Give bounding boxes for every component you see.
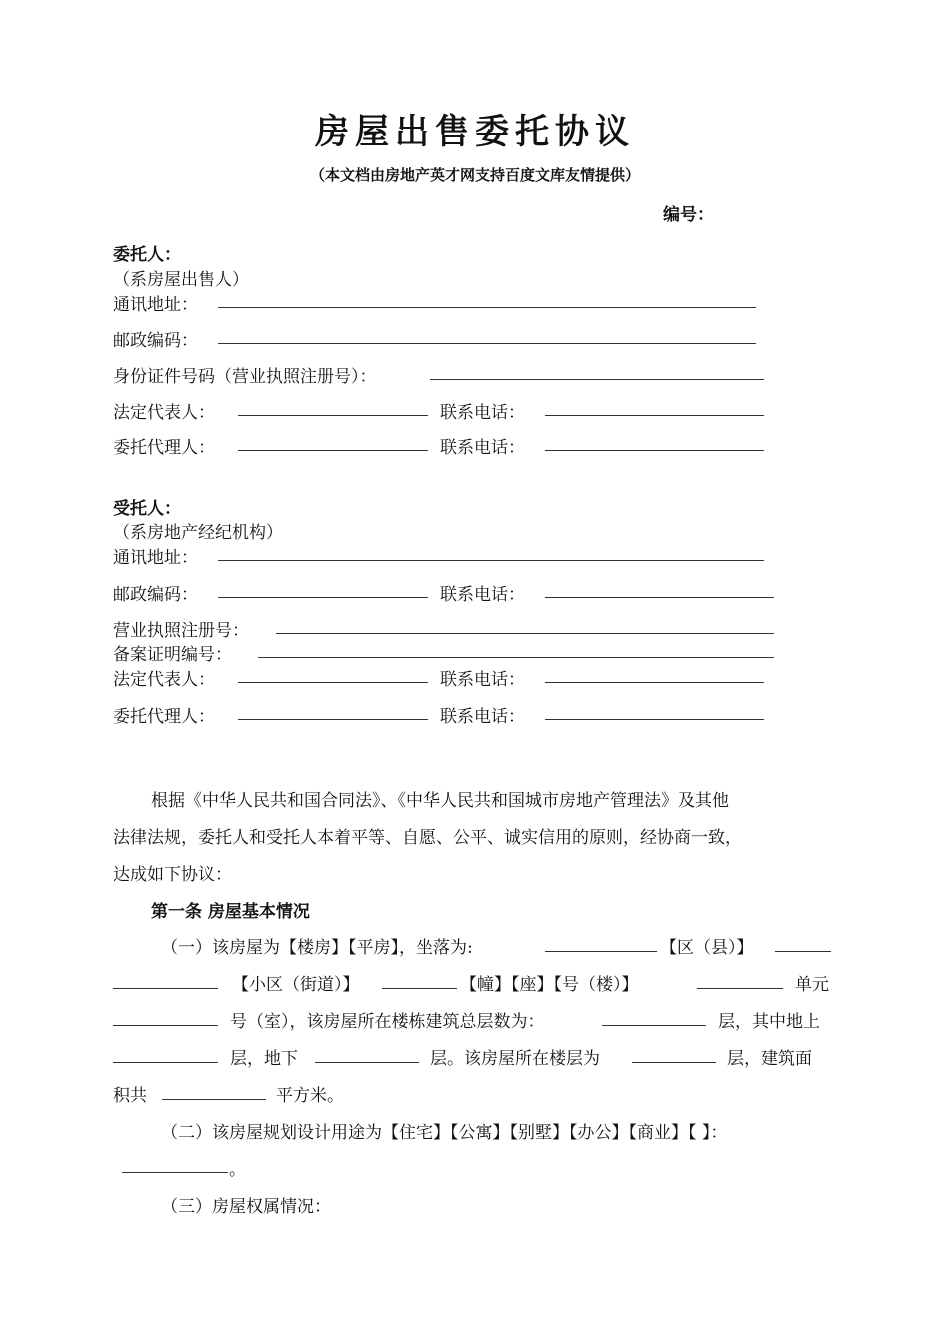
principal-phone-label-2: 联系电话：	[440, 438, 525, 458]
item1-text-k: 积共	[113, 1086, 147, 1106]
agent-phone-field-2[interactable]	[545, 682, 764, 683]
item2-text-b: 。	[229, 1160, 246, 1180]
document-title: 房屋出售委托协议	[315, 112, 635, 152]
intro-line-1: 根据《中华人民共和国合同法》、《中华人民共和国城市房地产管理法》及其他	[151, 791, 729, 811]
agent-legal-rep-label: 法定代表人：	[113, 670, 215, 690]
agent-license-field[interactable]	[276, 633, 774, 634]
document-subtitle: （本文档由房地产英才网支持百度文库友情提供）	[309, 166, 640, 184]
item1-floor-field[interactable]	[632, 1062, 716, 1063]
agent-address-field[interactable]	[218, 560, 764, 561]
serial-number-label: 编号：	[663, 205, 714, 225]
item1-text-l: 平方米。	[276, 1086, 344, 1106]
principal-note: （系房屋出售人）	[113, 270, 249, 290]
agent-phone-label-2: 联系电话：	[440, 670, 525, 690]
item1-text-e: 单元	[795, 975, 829, 995]
item1-text-f: 号（室），该房屋所在楼栋建筑总层数为：	[230, 1012, 545, 1032]
item1-area-field[interactable]	[162, 1099, 266, 1100]
agent-record-label: 备案证明编号：	[113, 645, 232, 665]
principal-phone-field-2[interactable]	[545, 450, 764, 451]
item1-text-g: 层，其中地上	[718, 1012, 820, 1032]
principal-id-label: 身份证件号码（营业执照注册号）：	[113, 367, 377, 387]
principal-postcode-field[interactable]	[218, 343, 756, 344]
principal-agent-label: 委托代理人：	[113, 438, 215, 458]
principal-heading: 委托人：	[113, 245, 181, 265]
item1-street-field[interactable]	[382, 988, 457, 989]
principal-postcode-label: 邮政编码：	[113, 331, 198, 351]
agent-phone-field-1[interactable]	[545, 597, 774, 598]
principal-legal-rep-field[interactable]	[238, 415, 428, 416]
intro-line-2: 法律法规，委托人和受托人本着平等、自愿、公平、诚实信用的原则，经协商一致，	[113, 828, 742, 848]
item1-unit-field[interactable]	[113, 1025, 218, 1026]
agent-phone-label-1: 联系电话：	[440, 585, 525, 605]
item1-text-j: 层，建筑面	[727, 1049, 812, 1069]
item1-above-ground-field[interactable]	[113, 1062, 218, 1063]
item1-district-field[interactable]	[775, 951, 831, 952]
principal-address-field[interactable]	[218, 307, 756, 308]
agent-license-label: 营业执照注册号：	[113, 621, 249, 641]
agent-agent-field[interactable]	[238, 719, 428, 720]
agent-address-label: 通讯地址：	[113, 548, 198, 568]
principal-phone-field-1[interactable]	[545, 415, 764, 416]
item1-location-field[interactable]	[545, 951, 657, 952]
item2-text-a: （二）该房屋规划设计用途为【住宅】【公寓】【别墅】【办公】【商业】【 】：	[161, 1123, 728, 1143]
item1-building-field[interactable]	[697, 988, 783, 989]
agent-legal-rep-field[interactable]	[238, 682, 428, 683]
item1-text-a: （一）该房屋为【楼房】【平房】，坐落为:	[161, 938, 473, 958]
item1-text-c: 【小区（街道）】	[232, 975, 360, 995]
principal-id-field[interactable]	[430, 379, 764, 380]
item1-text-d: 【幢】【座】【号（楼）】	[460, 975, 639, 995]
item3-text: （三）房屋权属情况：	[161, 1197, 331, 1217]
agent-postcode-field[interactable]	[218, 597, 428, 598]
item1-district-field-cont[interactable]	[113, 988, 218, 989]
item1-text-h: 层，地下	[230, 1049, 298, 1069]
agent-phone-field-3[interactable]	[545, 719, 764, 720]
item1-text-i: 层。该房屋所在楼层为	[430, 1049, 600, 1069]
agent-note: （系房地产经纪机构）	[113, 523, 283, 543]
item1-below-ground-field[interactable]	[315, 1062, 419, 1063]
agent-agent-label: 委托代理人：	[113, 707, 215, 727]
article-1-heading: 第一条 房屋基本情况	[151, 902, 310, 922]
agent-heading: 受托人：	[113, 499, 181, 519]
item2-usage-field[interactable]	[122, 1172, 228, 1173]
principal-legal-rep-label: 法定代表人：	[113, 403, 215, 423]
item1-total-floors-field[interactable]	[602, 1025, 706, 1026]
intro-line-3: 达成如下协议：	[113, 865, 232, 885]
principal-phone-label-1: 联系电话：	[440, 403, 525, 423]
principal-agent-field[interactable]	[238, 450, 428, 451]
item1-text-b: 【区（县）】	[660, 938, 754, 958]
agent-postcode-label: 邮政编码：	[113, 585, 198, 605]
principal-address-label: 通讯地址：	[113, 295, 198, 315]
agent-record-field[interactable]	[258, 657, 774, 658]
agent-phone-label-3: 联系电话：	[440, 707, 525, 727]
